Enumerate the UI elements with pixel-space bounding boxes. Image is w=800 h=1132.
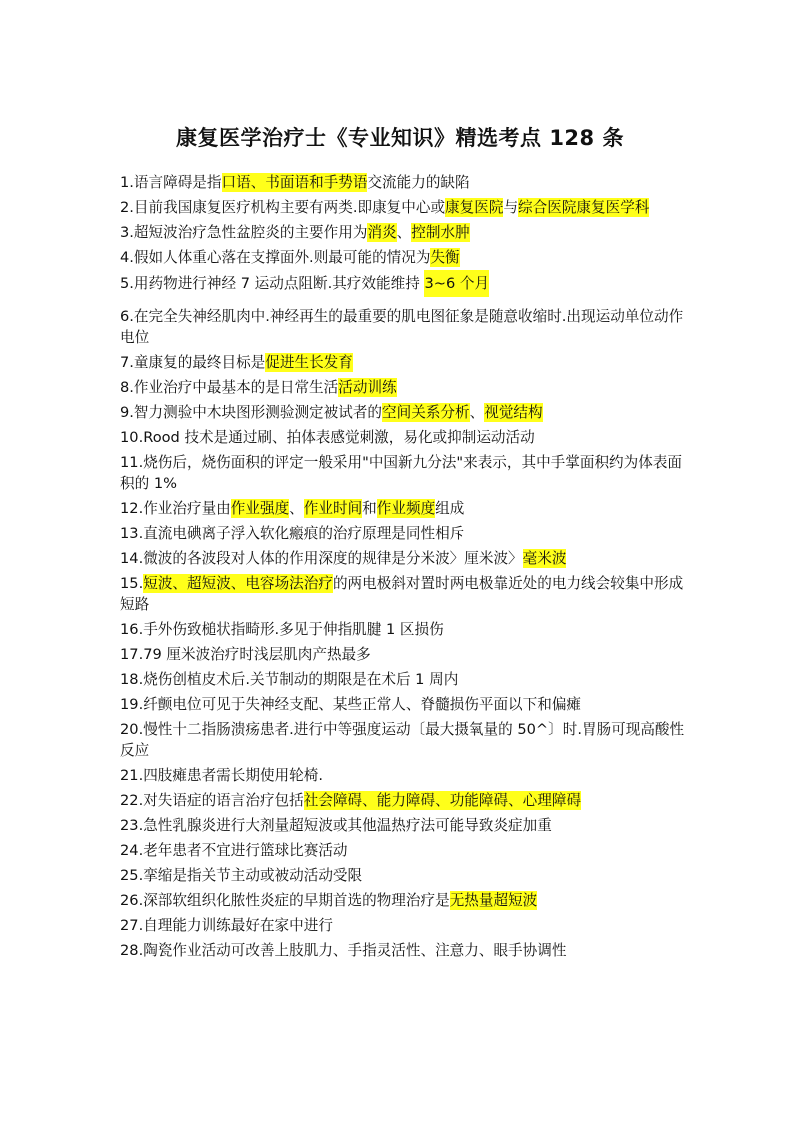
list-item [120,890,690,911]
list-item-text: 3.超短波治疗急性盆腔炎的主要作用为 [120,224,368,241]
list-item [120,197,690,218]
list-item-text: 6.在完全失神经肌肉中.神经再生的最重要的肌电图征象是随意收缩时.出现运动单位动作电位 [120,308,684,346]
list-item [120,352,690,373]
highlighted-text: 无热量超短波 [449,892,538,909]
list-item [120,452,690,494]
list-item [120,719,690,761]
list-item [120,765,690,786]
list-item [120,172,690,193]
highlighted-text: 作业强度 [230,500,290,517]
list-item-text: 1.语言障碍是指 [120,174,222,191]
list-item-text: 23.急性乳腺炎进行大剂量超短波或其他温热疗法可能导致炎症加重 [120,817,552,834]
list-item [120,222,690,243]
list-item [120,865,690,886]
list-item-text: 11.烧伤后，烧伤面积的评定一般采用"中国新九分法"来表示，其中手掌面积约为体表面积的 1% [120,454,683,492]
list-item-text: 8.作业治疗中最基本的是日常生活 [120,379,339,396]
list-item [120,940,690,961]
highlighted-text: 失衡 [430,249,460,266]
list-item [120,840,690,861]
list-item-text: 27.自理能力训练最好在家中进行 [120,917,333,934]
list-item [120,247,690,268]
list-item [120,306,690,348]
list-item [120,273,690,294]
list-item-text: 2.目前我国康复医疗机构主要有两类.即康复中心或 [120,199,446,216]
list-item [120,644,690,665]
highlighted-text: 康复医院 [445,199,504,216]
list-item-text: 14.微波的各波段对人体的作用深度的规律是分米波〉厘米波〉 [120,550,523,567]
list-item-text: 19.纤颤电位可见于失神经支配、某些正常人、脊髓损伤平面以下和偏瘫 [120,696,582,713]
list-item-text: 28.陶瓷作业活动可改善上肢肌力、手指灵活性、注意力、眼手协调性 [120,942,567,959]
list-item [120,790,690,811]
list-item-text: 的两电极斜对置时两电极靠近处的电力线会较集中形成短路 [120,575,684,613]
list-item-text: 15. [120,575,144,592]
list-item-text: 25.挛缩是指关节主动或被动活动受限 [120,867,363,884]
list-item-text: 7.童康复的最终目标是 [120,354,266,371]
highlighted-text: 促进生长发育 [265,354,353,371]
list-item [120,619,690,640]
list-item-text: 18.烧伤创植皮术后.关节制动的期限是在术后 1 周内 [120,671,459,688]
highlighted-text: 口语、书面语和手势语 [221,174,368,191]
list-item-text: 21.四肢瘫患者需长期使用轮椅. [120,767,323,784]
list-item-text: 13.直流电碘离子浮入软化瘢痕的治疗原理是同性相斥 [120,525,465,542]
point-list [120,172,690,965]
list-item-text: 20.慢性十二指肠溃疡患者.进行中等强度运动〔最大摄氧量的 50^〕时.胃肠可现高酸性反应 [120,721,685,759]
list-item [120,402,690,423]
list-item [120,669,690,690]
list-item [120,523,690,544]
list-item-text: 与 [503,199,519,216]
list-item-text: 10.Rood 技术是通过刷、拍体表感觉刺激，易化或抑制运动活动 [120,429,535,446]
highlighted-text: 活动训练 [338,379,397,396]
list-item-text: 17.79 厘米波治疗时浅层肌肉产热最多 [120,646,371,663]
list-item-text: 26.深部软组织化脓性炎症的早期首选的物理治疗是 [120,892,450,909]
list-item-text: 5.用药物进行神经 7 运动点阻断.其疗效能维持 [120,275,425,292]
list-item-text: 和 [362,500,377,517]
list-item [120,915,690,936]
list-item [120,427,690,448]
highlighted-text: 3~6 个月 [424,270,489,297]
highlighted-text: 控制水肿 [411,224,470,241]
highlighted-text: 毫米波 [522,550,567,567]
list-item [120,815,690,836]
list-item [120,694,690,715]
list-item-text: 24.老年患者不宜进行篮球比赛活动 [120,842,348,859]
list-item-text: 交流能力的缺陷 [367,174,470,191]
highlighted-text: 视觉结构 [484,404,543,421]
highlighted-text: 空间关系分析 [382,404,470,421]
list-item-text: 22.对失语症的语言治疗包括 [120,792,304,809]
document-title: 康复医学治疗士《专业知识》精选考点 128 条 [176,126,624,150]
list-item-text: 9.智力测验中木块图形测验测定被试者的 [120,404,383,421]
highlighted-text: 作业频度 [376,500,436,517]
list-item [120,573,690,615]
list-item-text: 组成 [435,500,465,517]
list-item-text: 、 [289,500,304,517]
list-item-text: 、 [469,404,485,421]
highlighted-text: 短波、超短波、电容场法治疗 [143,575,333,592]
list-item-text: 12.作业治疗量由 [120,500,231,517]
list-item-text: 16.手外伤致槌状指畸形.多见于伸指肌腱 1 区损伤 [120,621,444,638]
list-item-text: 、 [396,224,412,241]
list-item [120,377,690,398]
highlighted-text: 作业时间 [303,500,363,517]
list-item-text: 4.假如人体重心落在支撑面外.则最可能的情况为 [120,249,431,266]
highlighted-text: 社会障碍、能力障碍、功能障碍、心理障碍 [303,792,582,809]
list-item [120,548,690,569]
list-item [120,498,690,519]
highlighted-text: 消炎 [367,224,397,241]
highlighted-text: 综合医院康复医学科 [518,199,650,216]
